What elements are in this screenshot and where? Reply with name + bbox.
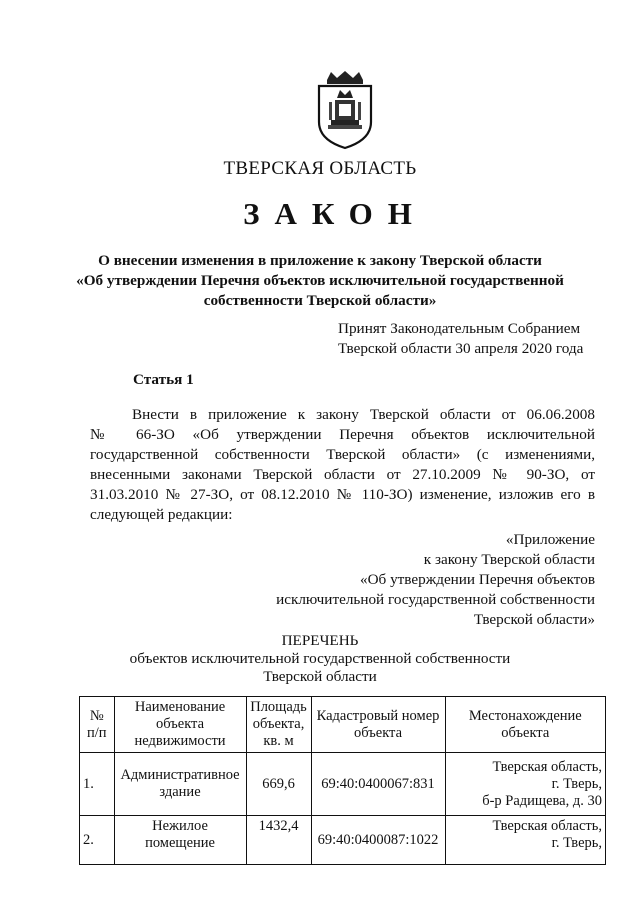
adopted-line-1: Принят Законодательным Собранием [338, 320, 581, 337]
header-area: Площадь объекта, кв. м [246, 697, 311, 753]
list-subtitle-line-2: Тверской области [263, 668, 377, 685]
location-line: г. Тверь, [551, 835, 602, 851]
cell-cadastral: 69:40:0400087:1022 [311, 816, 445, 865]
appendix-header-line: Тверской области» [473, 611, 595, 628]
property-table [79, 696, 606, 865]
adopted-line-2: Тверской области 30 апреля 2020 года [338, 340, 584, 357]
article-text-line: государственной собственности Тверской области» (с изменениями, [90, 446, 595, 463]
location-line: г. Тверь, [551, 775, 602, 792]
appendix-header-line: «Об утверждении Перечня объектов [359, 571, 595, 588]
law-title-line-1: О внесении изменения в приложение к закону Тверской области [98, 252, 542, 269]
cell-num: 2. [80, 816, 115, 865]
article-heading: Статья 1 [133, 371, 194, 388]
tver-coat-of-arms-icon [313, 70, 377, 150]
article-text-line: № 66-ЗО «Об утверждении Перечня объектов исключительной [90, 426, 595, 443]
header-location: Местонахождение объекта [445, 697, 605, 753]
header-name: Наименование объекта недвижимости [114, 697, 246, 753]
cell-location [445, 753, 605, 816]
table-row [80, 753, 606, 816]
article-text-line: следующей редакции: [90, 506, 233, 523]
cell-area: 1432,4 [246, 816, 311, 865]
cell-location [445, 816, 605, 865]
header-num: № п/п [80, 697, 115, 753]
appendix-header-line: к закону Тверской области [423, 551, 595, 568]
region-name: ТВЕРСКАЯ ОБЛАСТЬ [223, 158, 417, 179]
cell-cadastral: 69:40:0400067:831 [311, 753, 445, 816]
coat-of-arms-emblem [313, 70, 377, 150]
cell-name: Нежилое помещение [114, 816, 246, 865]
document-type: ЗАКОН [243, 196, 427, 231]
article-text-line: внесенными законами Тверской области от 27.10.2009 № 90-ЗО, от [90, 466, 595, 483]
cell-name: Административное здание [114, 753, 246, 816]
table-header-row [80, 697, 606, 753]
appendix-header-line: исключительной государственной собственности [276, 591, 595, 608]
location-line: Тверская область, [492, 818, 602, 834]
header-cadastral: Кадастровый номер объекта [311, 697, 445, 753]
law-title-line-2: «Об утверждении Перечня объектов исключительной государственной [76, 272, 564, 289]
law-title-line-3: собственности Тверской области» [203, 292, 437, 309]
table-row [80, 816, 606, 865]
article-text-line: 31.03.2010 № 27-ЗО, от 08.12.2010 № 110-ЗО) изменение, изложив его в [90, 486, 595, 503]
cell-area: 669,6 [246, 753, 311, 816]
cell-num: 1. [80, 753, 115, 816]
list-title: ПЕРЕЧЕНЬ [281, 632, 359, 649]
list-subtitle-line-1: объектов исключительной государственной собственности [129, 650, 511, 667]
location-line: Тверская область, [492, 758, 602, 775]
appendix-header-line: «Приложение [505, 531, 595, 548]
location-line: б-р Радищева, д. 30 [482, 792, 602, 809]
article-text-line: Внести в приложение к закону Тверской области от 06.06.2008 [132, 406, 595, 423]
